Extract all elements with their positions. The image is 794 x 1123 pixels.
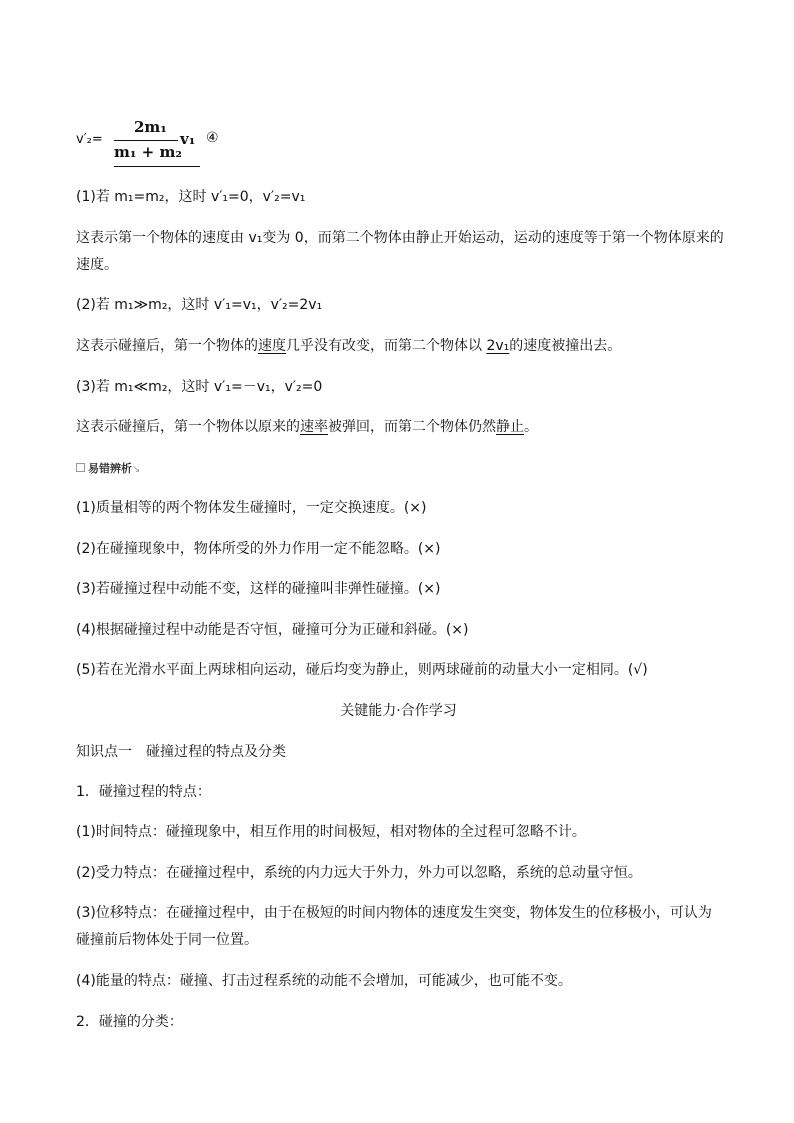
judgement-item: (3)若碰撞过程中动能不变，这样的碰撞叫非弹性碰撞。(×) [76,581,441,597]
fraction-bar [114,140,178,141]
case2-explain-post: 的速度被撞出去。 [509,338,622,354]
formula-numerator: 2m₁ [134,118,167,136]
case1-condition: (1)若 m₁=m₂，这时 v′₁=0，v′₂=v₁ [76,189,306,205]
case3-explain-mid: 被弹回，而第二个物体仍然 [328,419,496,435]
feature-energy: (4)能量的特点：碰撞、打击过程系统的动能不会增加，可能减少，也可能不变。 [76,973,572,989]
feature-displacement-line1: (3)位移特点：在碰撞过程中，由于在极短的时间内物体的速度发生突变，物体发生的位移极小，可认为 [76,905,712,921]
feature-displacement-line2: 碰撞前后物体处于同一位置。 [76,932,258,948]
case3-explain-pre: 这表示碰撞后，第一个物体以原来的 [76,419,300,435]
case2-condition: (2)若 m₁≫m₂，这时 v′₁=v₁，v′₂=2v₁ [76,297,323,313]
case3-explain-post: 。 [524,419,538,435]
section-title: 关键能力·合作学习 [340,703,457,719]
case3-underlined-rate: 速率 [300,419,328,435]
feature-force: (2)受力特点：在碰撞过程中，系统的内力远大于外力，外力可以忽略，系统的总动量守恒。 [76,865,642,881]
judgement-item: (2)在碰撞现象中，物体所受的外力作用一定不能忽略。(×) [76,541,441,557]
case2-underlined-2v1: 2v₁ [486,338,510,354]
subheading-features: 1．碰撞过程的特点： [76,784,211,800]
error-analysis-tag [76,460,140,476]
case2-explain-pre: 这表示碰撞后，第一个物体的 [76,338,258,354]
feature-time: (1)时间特点：碰撞现象中，相互作用的时间极短，相对物体的全过程可忽略不计。 [76,824,586,840]
formula-denominator: m₁ + m₂ [114,143,182,161]
judgement-item: (5)若在光滑水平面上两球相向运动，碰后均变为静止，则两球碰前的动量大小一定相同。(√) [76,662,648,678]
formula-factor: v₁ [180,130,196,148]
case2-explain-mid: 几乎没有改变，而第二个物体以 [286,338,487,354]
case3-explain [76,414,721,441]
case2-underlined-speed: 速度 [258,338,286,354]
formula-underline [114,166,200,167]
equation-number: ④ [206,130,219,146]
judgement-item: (1)质量相等的两个物体发生碰撞时，一定交换速度。(×) [76,500,427,516]
case1-explain-line1: 这表示第一个物体的速度由 v₁变为 0，而第二个物体由静止开始运动，运动的速度等于第一个物体原来的 [76,230,724,246]
knowledge-point-heading: 知识点一 碰撞过程的特点及分类 [76,744,286,760]
case3-underlined-rest: 静止 [496,419,524,435]
subheading-classification: 2．碰撞的分类： [76,1014,183,1030]
case3-condition: (3)若 m₁≪m₂，这时 v′₁=－v₁，v′₂=0 [76,379,323,395]
formula-lhs: v′₂= [76,132,103,147]
tag-label: 易错辨析 [88,462,132,475]
case1-explain-line2: 速度。 [76,257,118,273]
judgement-item: (4)根据碰撞过程中动能是否守恒，碰撞可分为正碰和斜碰。(×) [76,622,469,638]
case2-explain [76,333,721,360]
tag-arrow-icon: ↘ [132,464,141,475]
tag-box-icon [76,463,85,472]
